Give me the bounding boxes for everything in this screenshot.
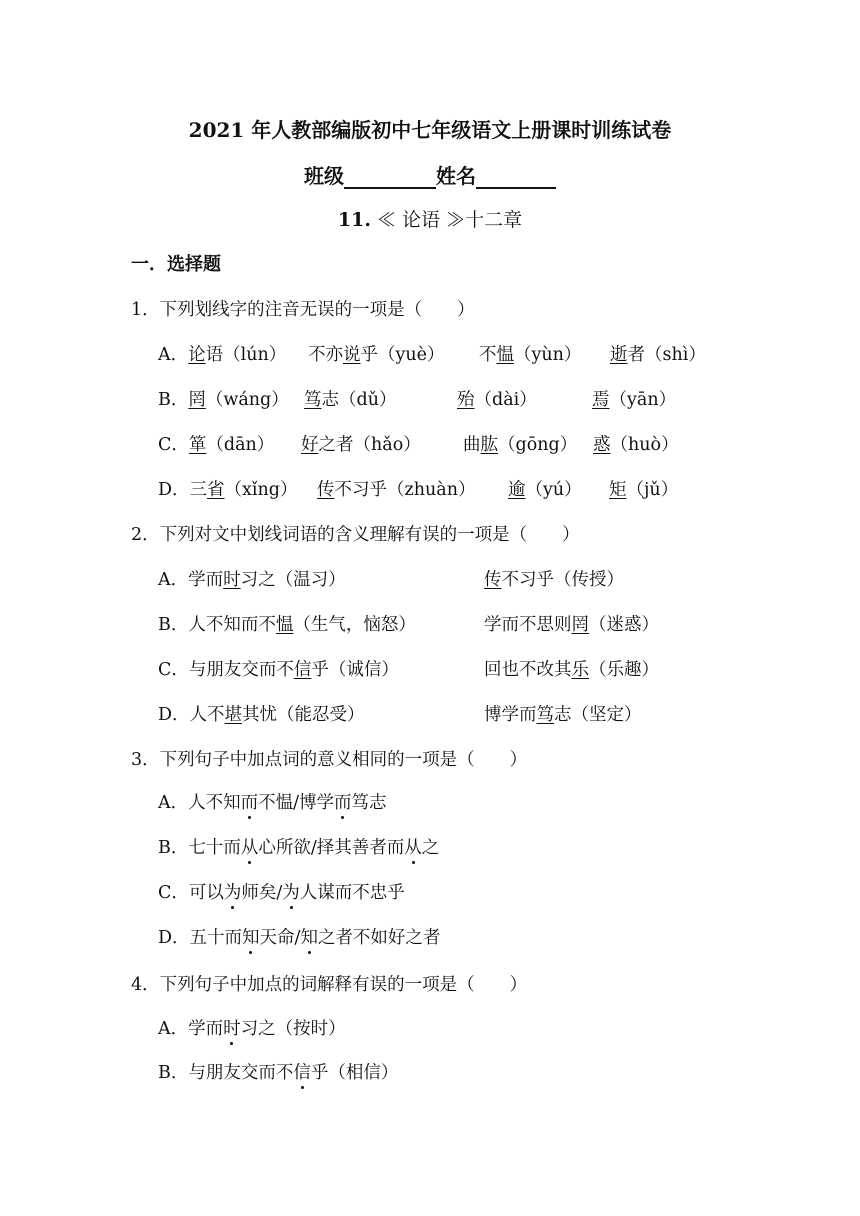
q3-option-b[interactable]: B．七十而从心所欲/择其善者而从之: [158, 838, 440, 858]
q3-option-c[interactable]: C．可以为师矣/为人谋而不忠乎: [158, 883, 405, 903]
question-1-stem: 1．下列划线字的注音无误的一项是（ ）: [131, 300, 475, 320]
question-2-stem: 2．下列对文中划线词语的含义理解有误的一项是（ ）: [131, 525, 580, 545]
q2-option-a[interactable]: A．学而时习之（温习） 传不习乎（传授）: [158, 570, 624, 590]
q4-option-b[interactable]: B．与朋友交而不信乎（相信）: [158, 1063, 399, 1083]
question-3-stem: 3．下列句子中加点词的意义相同的一项是（ ）: [131, 750, 528, 770]
q2-option-c[interactable]: C．与朋友交而不信乎（诚信） 回也不改其乐（乐趣）: [158, 660, 659, 680]
section-heading: 一．选择题: [131, 254, 221, 275]
q1-option-a[interactable]: A．论语（lún） 不亦说乎（yuè） 不愠（yùn） 逝者（shì）: [158, 345, 706, 365]
name-blank[interactable]: [476, 165, 556, 189]
q2-option-b[interactable]: B．人不知而不愠（生气，恼怒） 学而不思则罔（迷惑）: [158, 615, 659, 635]
class-name-line: [0, 160, 860, 189]
name-label: 姓名: [436, 164, 476, 188]
question-4-stem: 4．下列句子中加点的词解释有误的一项是（ ）: [131, 975, 528, 995]
q3-option-d[interactable]: D．五十而知天命/知之者不如好之者: [158, 928, 441, 948]
class-blank[interactable]: [344, 165, 436, 189]
lesson-title: ≪ 论语 ≫十二章: [377, 209, 523, 231]
lesson-number: 11.: [337, 209, 371, 231]
class-label: 班级: [304, 164, 344, 188]
page-title: 2021 年人教部编版初中七年级语文上册课时训练试卷: [188, 118, 672, 142]
lesson-heading: [0, 205, 860, 232]
q1-option-c[interactable]: C．箪（dān） 好之者（hǎo） 曲肱（gōng） 惑（huò）: [158, 435, 679, 455]
q4-option-a[interactable]: A．学而时习之（按时）: [158, 1019, 346, 1039]
q3-option-a[interactable]: A．人不知而不愠/博学而笃志: [158, 793, 387, 813]
q2-option-d[interactable]: D．人不堪其忧（能忍受） 博学而笃志（坚定）: [158, 705, 642, 725]
q1-option-d[interactable]: D．三省（xǐng） 传不习乎（zhuàn） 逾（yú） 矩（jǔ）: [158, 480, 679, 500]
q1-option-b[interactable]: B．罔（wáng） 笃志（dǔ） 殆（dài） 焉（yān）: [158, 390, 677, 410]
